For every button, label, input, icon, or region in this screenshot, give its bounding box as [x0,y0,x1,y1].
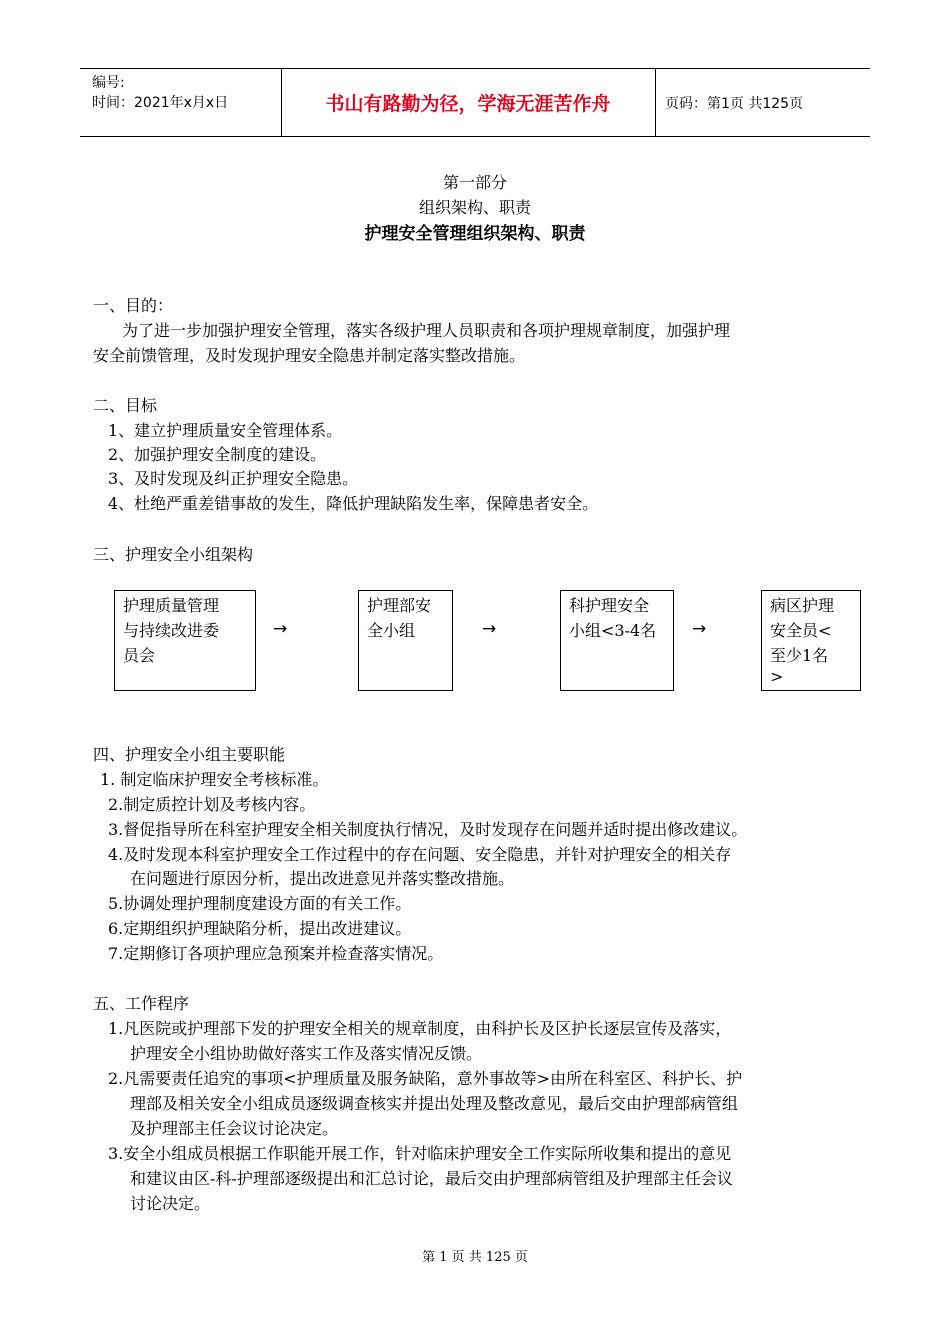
s5-line: 3.安全小组成员根据工作职能开展工作，针对临床护理安全工作实际所收集和提出的意见 [108,1144,732,1163]
s4-item: 2.制定质控计划及考核内容。 [108,795,316,814]
s4-item: 3.督促指导所在科室护理安全相关制度执行情况，及时发现存在问题并适时提出修改建议。 [108,820,748,839]
flow-box-line: 科护理安全 [569,596,650,615]
flow-box-line: > [770,667,784,686]
flow-box-division [560,590,674,691]
s2-heading: 二、目标 [93,396,158,415]
header-meta [92,73,228,113]
flow-arrow: → [692,619,707,639]
s5-line: 和建议由区-科-护理部逐级提出和汇总讨论，最后交由护理部病管组及护理部主任会议 [130,1169,733,1188]
s3-heading: 三、护理安全小组架构 [93,545,254,564]
flow-box-committee [114,590,256,691]
flow-arrow: → [482,619,497,639]
flow-arrow: → [273,619,288,639]
flow-box-line: 与持续改进委 [123,621,220,640]
s5-line: 讨论决定。 [130,1194,211,1213]
s2-item: 3、及时发现及纠正护理安全隐患。 [108,469,359,488]
s5-line: 理部及相关安全小组成员逐级调查核实并提出处理及整改意见，最后交由护理部病管组 [130,1094,739,1113]
s5-heading: 五、工作程序 [93,994,190,1013]
s2-item: 4、杜绝严重差错事故的发生，降低护理缺陷发生率，保障患者安全。 [108,494,599,513]
s4-item: 5.协调处理护理制度建设方面的有关工作。 [108,894,412,913]
flow-box-line: 至少1名 [770,646,829,665]
part-title: 第一部分 [442,173,507,192]
s2-item: 2、加强护理安全制度的建设。 [108,445,327,464]
s4-item-continued: 在问题进行原因分析，提出改进意见并落实整改措施。 [130,869,515,888]
flow-box-ward [761,590,861,691]
header-page-info: 页码：第1页 共125页 [665,95,804,112]
header-table [80,68,870,137]
header-motto: 书山有路勤为径，学海无涯苦作舟 [325,93,611,115]
s2-item: 1、建立护理质量安全管理体系。 [108,421,343,440]
page-footer: 第 1 页 共 125 页 [422,1250,528,1265]
time-label: 时间：2021年x月x日 [92,95,229,111]
s5-line: 2.凡需要责任追究的事项<护理质量及服务缺陷，意外事故等>由所在科室区、科护长、护 [108,1069,743,1088]
flow-box-department [358,590,453,691]
flow-box-line: 病区护理 [770,596,835,615]
s1-paragraph-line: 安全前馈管理，及时发现护理安全隐患并制定落实整改措施。 [93,346,526,365]
s4-item: 1. 制定临床护理安全考核标准。 [100,770,329,789]
flow-box-line: 护理部安 [367,596,432,615]
s4-item: 4.及时发现本科室护理安全工作过程中的存在问题、安全隐患，并针对护理安全的相关存 [108,845,732,864]
code-label: 编号: [92,75,125,91]
section-title: 组织架构、职责 [418,198,531,217]
s1-paragraph-line: 为了进一步加强护理安全管理，落实各级护理人员职责和各项护理规章制度，加强护理 [122,321,731,340]
flow-box-line: 安全员< [770,621,832,640]
s5-line: 及护理部主任会议讨论决定。 [130,1119,339,1138]
flow-box-line: 全小组 [367,621,416,640]
s5-line: 1.凡医院或护理部下发的护理安全相关的规章制度，由科护长及区护长逐层宣传及落实， [108,1019,732,1038]
s4-item: 6.定期组织护理缺陷分析，提出改进建议。 [108,919,412,938]
s5-line: 护理安全小组协助做好落实工作及落实情况反馈。 [130,1044,483,1063]
flow-box-line: 护理质量管理 [123,596,220,615]
flow-box-line: 小组<3-4名 [569,621,657,640]
s4-heading: 四、护理安全小组主要职能 [93,745,286,764]
s1-heading: 一、目的： [93,296,174,315]
header-divider [655,69,656,136]
main-title: 护理安全管理组织架构、职责 [364,224,586,244]
flow-box-line: 员会 [123,646,156,665]
s4-item: 7.定期修订各项护理应急预案并检查落实情况。 [108,944,444,963]
